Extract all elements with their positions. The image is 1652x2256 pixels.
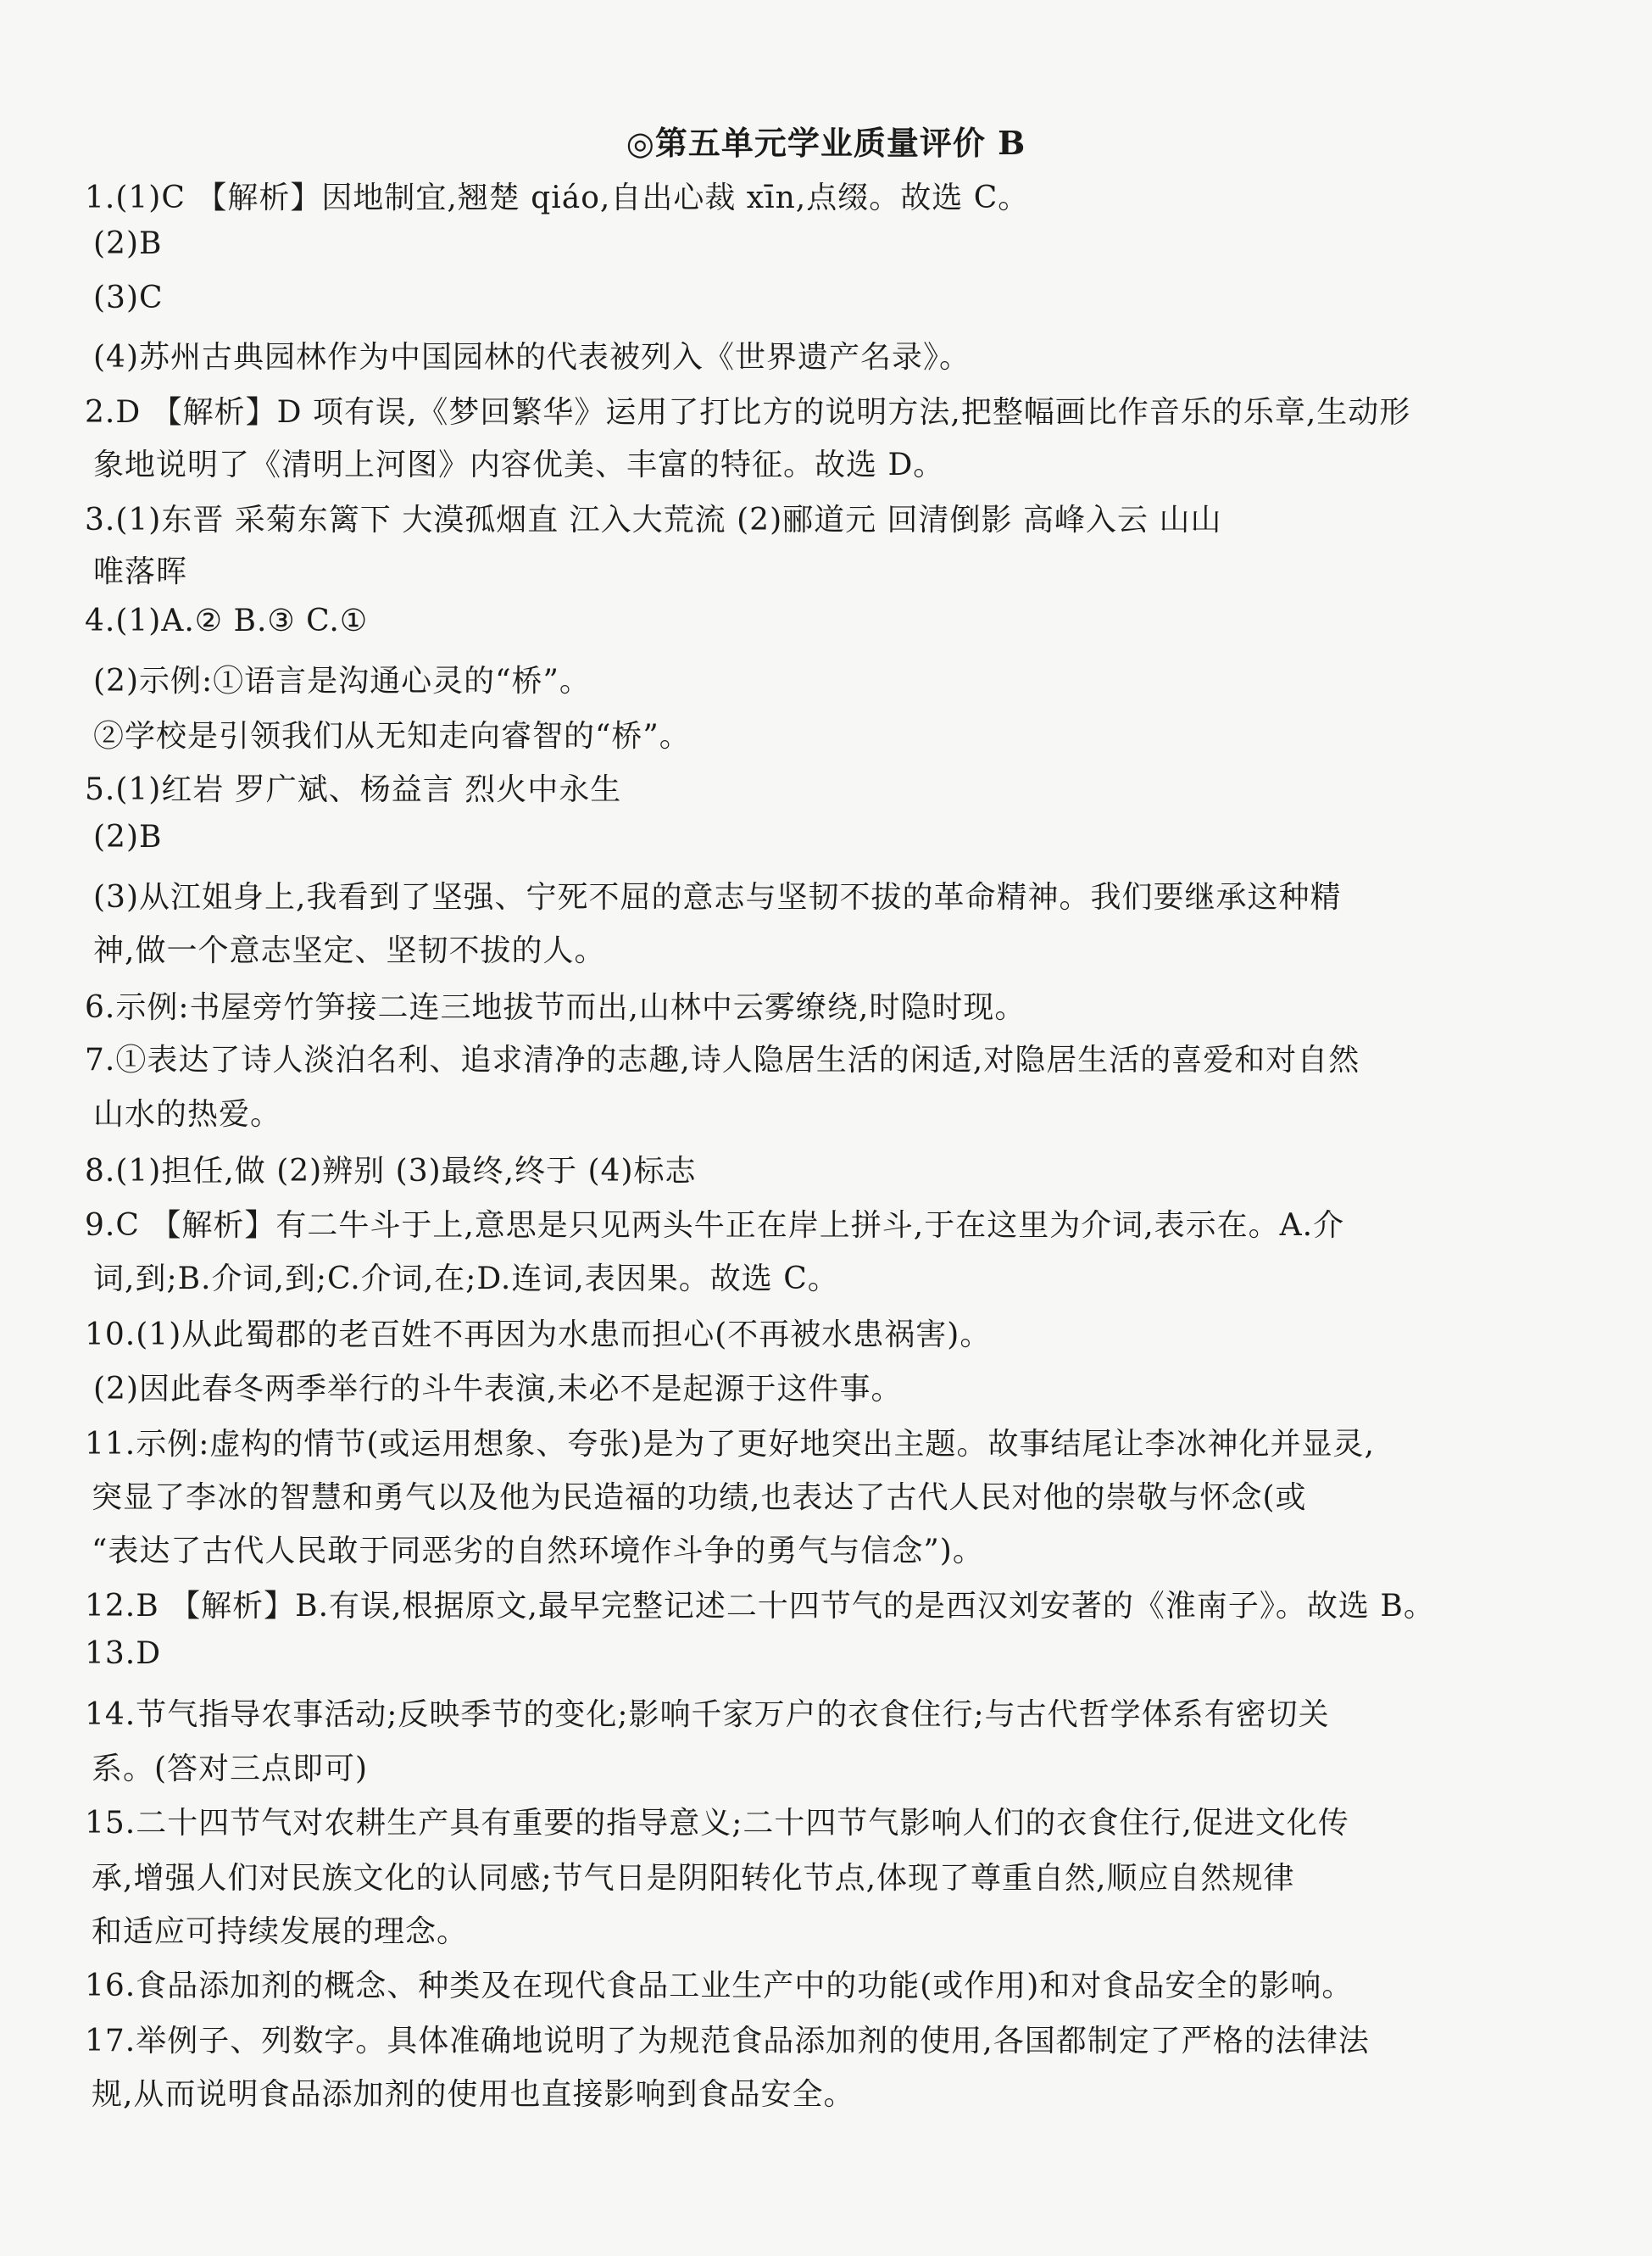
answer-line: 1.(1)C 【解析】因地制宜,翘楚 qiáo,自出心裁 xīn,点缀。故选 C。	[85, 181, 1030, 215]
answer-line: 规,从而说明食品添加剂的使用也直接影响到食品安全。	[92, 2077, 855, 2112]
answer-line: (2)因此春冬两季举行的斗牛表演,未必不是起源于这件事。	[93, 1372, 903, 1407]
answer-line: 10.(1)从此蜀郡的老百姓不再因为水患而担心(不再被水患祸害)。	[85, 1317, 992, 1352]
answer-line: 词,到;B.介词,到;C.介词,在;D.连词,表因果。故选 C。	[93, 1262, 839, 1296]
answer-line: (2)B	[93, 820, 163, 855]
answer-line: 象地说明了《清明上河图》内容优美、丰富的特征。故选 D。	[93, 448, 945, 482]
answer-line: 11.示例:虚构的情节(或运用想象、夸张)是为了更好地突出主题。故事结尾让李冰神化并显灵,	[85, 1427, 1375, 1462]
answer-line: 8.(1)担任,做 (2)辨别 (3)最终,终于 (4)标志	[85, 1154, 697, 1189]
answer-line: “表达了古代人民敢于同恶劣的自然环境作斗争的勇气与信念”)。	[92, 1534, 984, 1568]
answer-line: 唯落晖	[93, 554, 188, 589]
page-title: ◎第五单元学业质量评价 B	[626, 124, 1026, 162]
answer-line: 15.二十四节气对农耕生产具有重要的指导意义;二十四节气影响人们的衣食住行,促进文化传	[85, 1806, 1349, 1841]
answer-line: 7.①表达了诗人淡泊名利、追求清净的志趣,诗人隐居生活的闲适,对隐居生活的喜爱和对自然	[85, 1043, 1360, 1078]
answer-line: 系。(答对三点即可)	[92, 1752, 369, 1786]
answer-line: 山水的热爱。	[93, 1097, 282, 1132]
answer-line: 和适应可持续发展的理念。	[92, 1914, 469, 1949]
answer-line: 16.食品添加剂的概念、种类及在现代食品工业生产中的功能(或作用)和对食品安全的影响。	[85, 1969, 1354, 2003]
answer-line: 14.节气指导农事活动;反映季节的变化;影响千家万户的衣食住行;与古代哲学体系有密切关	[85, 1697, 1330, 1732]
answer-line: 神,做一个意志坚定、坚韧不拔的人。	[93, 933, 606, 968]
answer-line: (2)示例:①语言是沟通心灵的“桥”。	[93, 664, 591, 699]
answer-line: 17.举例子、列数字。具体准确地说明了为规范食品添加剂的使用,各国都制定了严格的法律法	[85, 2024, 1370, 2058]
answer-line: 4.(1)A.② B.③ C.①	[85, 604, 369, 638]
answer-line: (2)B	[93, 226, 163, 261]
answer-line: 突显了李冰的智慧和勇气以及他为民造福的功绩,也表达了古代人民对他的崇敬与怀念(或	[92, 1480, 1307, 1515]
answer-line: 13.D	[85, 1636, 162, 1671]
answer-line: 5.(1)红岩 罗广斌、杨益言 烈火中永生	[85, 772, 622, 807]
answer-line: 12.B 【解析】B.有误,根据原文,最早完整记述二十四节气的是西汉刘安著的《淮南子》。故选 B。	[85, 1589, 1435, 1624]
answer-line: 承,增强人们对民族文化的认同感;节气日是阴阳转化节点,体现了尊重自然,顺应自然规律	[92, 1861, 1295, 1896]
answer-line: ②学校是引领我们从无知走向睿智的“桥”。	[93, 719, 691, 754]
answer-line: 3.(1)东晋 采菊东篱下 大漠孤烟直 江入大荒流 (2)郦道元 回清倒影 高峰入云 山山	[85, 503, 1222, 538]
answer-line: 2.D 【解析】D 项有误,《梦回繁华》运用了打比方的说明方法,把整幅画比作音乐的乐章,生动形	[85, 395, 1411, 430]
answer-line: (4)苏州古典园林作为中国园林的代表被列入《世界遗产名录》。	[93, 340, 971, 375]
answer-line: (3)C	[93, 281, 164, 315]
answer-line: (3)从江姐身上,我看到了坚强、宁死不屈的意志与坚韧不拔的革命精神。我们要继承这种精	[93, 880, 1342, 915]
answer-line: 9.C 【解析】有二牛斗于上,意思是只见两头牛正在岸上拼斗,于在这里为介词,表示在。A.介	[85, 1208, 1345, 1243]
answer-line: 6.示例:书屋旁竹笋接二连三地拔节而出,山林中云雾缭绕,时隐时现。	[85, 990, 1026, 1025]
